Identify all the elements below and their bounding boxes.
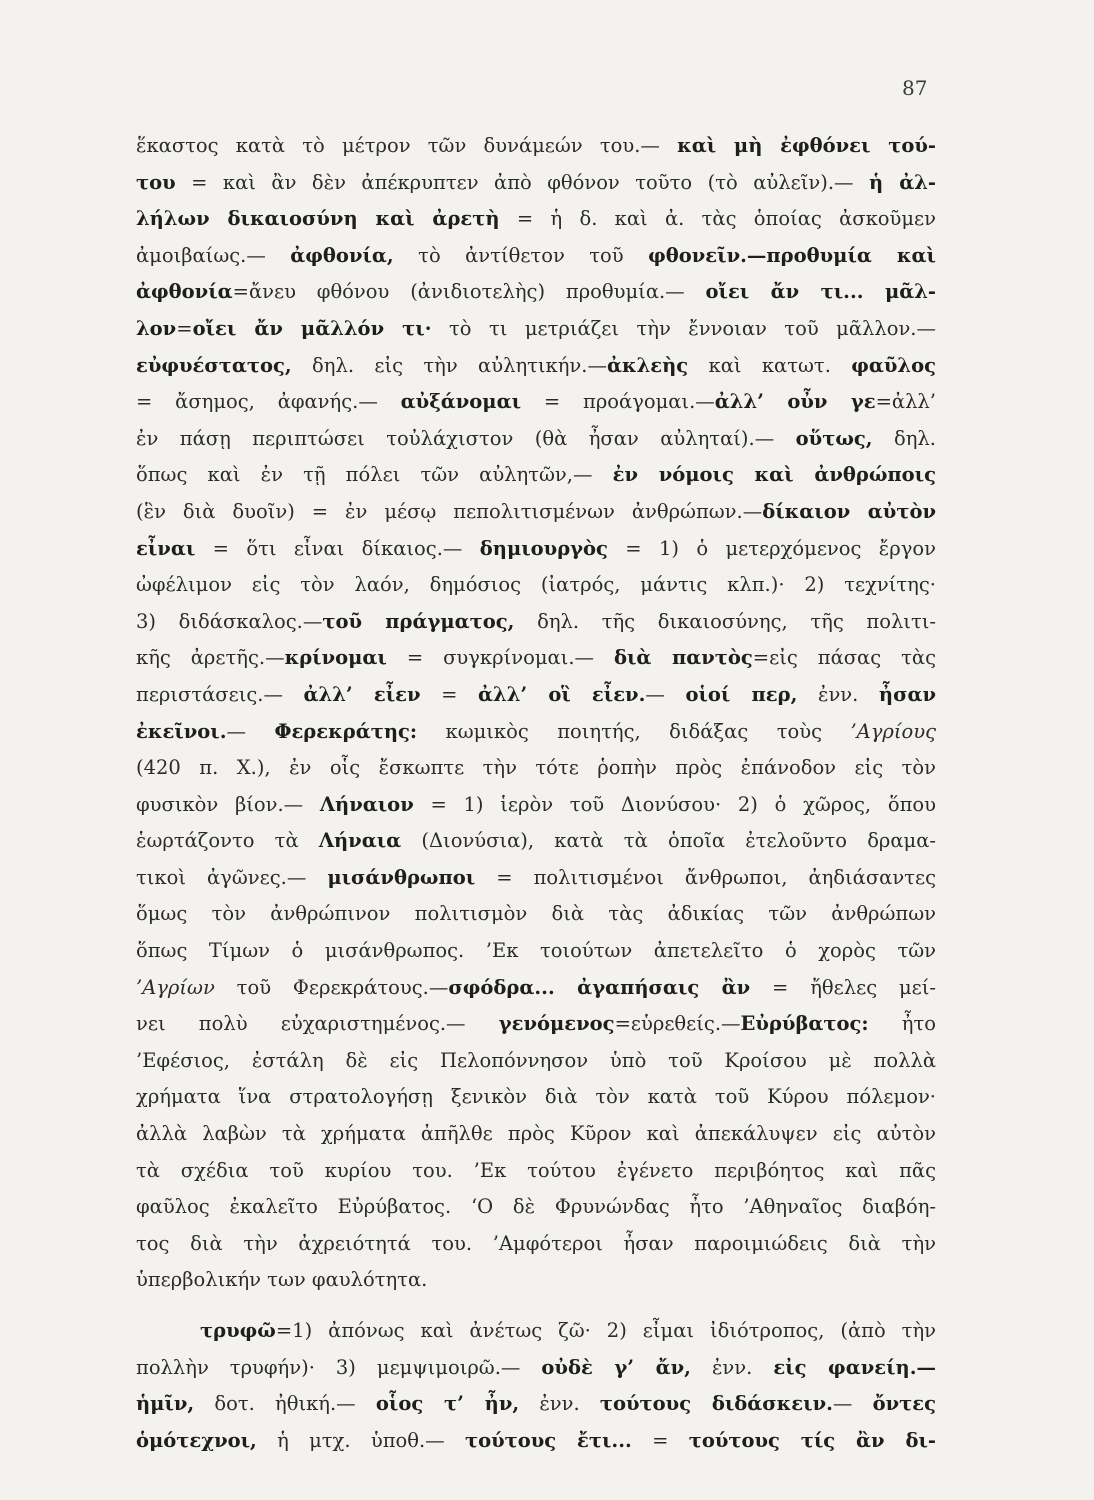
text-line [136, 274, 936, 311]
gloss-text: δοτ. ἠθική.— [194, 1392, 376, 1416]
gloss-text: δηλ. τῆς δικαιοσύνης, τῆς πολιτι- [514, 609, 936, 633]
gloss-text: = ἤθελες μεί- [750, 975, 936, 999]
gloss-text: καὶ κατωτ. [688, 353, 852, 377]
gloss-text: — [832, 1392, 873, 1416]
text-line [136, 238, 936, 275]
page-number: 87 [902, 76, 928, 100]
text-line [136, 970, 936, 1007]
text-line [136, 1386, 936, 1423]
text-line [136, 531, 936, 568]
lemma-term: οἱοί περ, [685, 682, 798, 706]
gloss-text: ἐνν. [690, 1355, 774, 1379]
text-line [136, 677, 936, 714]
gloss-text: ὠφέλιμον εἰς τὸν λαόν, δημόσιος (ἰατρός, μάντις κλπ.)· 2) τεχνίτης· [136, 573, 936, 597]
lemma-term: ἀφθονία, [290, 243, 394, 267]
lemma-term: Λήναιον [319, 792, 414, 816]
gloss-text: (Διονύσια), κατὰ τὰ ὁποῖα ἐτελοῦντο δραμα- [401, 829, 936, 853]
gloss-text: = 1) ὁ μετερχόμενος ἔργον [607, 536, 936, 560]
gloss-text: = [176, 316, 193, 340]
lemma-term: ἡμῖν, [136, 1392, 195, 1416]
lemma-term: δίκαιον αὐτὸν [762, 499, 936, 523]
lemma-term: τοῦ πράγματος, [322, 609, 515, 633]
lemma-term: λήλων δικαιοσύνη καὶ ἀρετὴ [136, 207, 500, 231]
lemma-term: τούτους διδάσκειν. [599, 1392, 833, 1416]
gloss-text: ἐνν. [519, 1392, 600, 1416]
gloss-text: = καὶ ἂν δὲν ἀπέκρυπτεν ἀπὸ φθόνον τοῦτο (τὸ αὐλεῖν).— [175, 170, 869, 194]
gloss-text: ἡ μτχ. ὑποθ.— [256, 1428, 465, 1452]
lemma-term: διὰ παντὸς [613, 646, 753, 670]
gloss-text: τὸ τι μετριάζει τὴν ἔννοιαν τοῦ μᾶλλον.— [431, 316, 936, 340]
lemma-term: ἦσαν [878, 682, 936, 706]
text-line [136, 1116, 936, 1153]
text-line [136, 128, 936, 165]
gloss-text: = πολιτισμένοι ἄνθρωποι, ἀηδιάσαντες [475, 865, 936, 889]
gloss-text: δηλ. εἰς τὴν αὐλητικήν.— [291, 353, 607, 377]
text-line [136, 1189, 936, 1226]
gloss-text: κωμικὸς ποιητής, διδάξας τοὺς [417, 719, 851, 743]
lemma-term: ἐκεῖνοι. [136, 719, 227, 743]
gloss-text: ἕκαστος κατὰ τὸ μέτρον τῶν δυνάμεών του.— [136, 134, 678, 157]
lemma-term: τούτους τίς ἂν δι- [688, 1428, 936, 1452]
gloss-text: =εἰς πάσας τὰς [752, 646, 936, 670]
gloss-text: (420 π. Χ.), ἐν οἷς ἔσκωπτε τὴν τότε ῥοπὴν πρὸς ἐπάνοδον εἰς τὸν [136, 756, 936, 780]
gloss-text: = προάγομαι.— [521, 390, 715, 414]
text-line [136, 384, 936, 421]
text-line [136, 348, 936, 385]
text-line [136, 1313, 936, 1350]
text-line [136, 494, 936, 531]
gloss-text: = [420, 682, 479, 706]
gloss-text: ἀμοιβαίως.— [136, 243, 291, 267]
lemma-term: δημιουργὸς [479, 536, 608, 560]
gloss-text: νει πολὺ εὐχαριστημένος.— [136, 1012, 499, 1036]
text-line [136, 311, 936, 348]
text-line [136, 457, 936, 494]
lemma-term: ἀλλ’ εἶεν [303, 682, 421, 706]
text-line [136, 1423, 936, 1460]
gloss-text: =ἄνευ φθόνου (ἀνιδιοτελὴς) προθυμία.— [232, 280, 706, 304]
lemma-term: ἀφθονία [136, 280, 233, 304]
text-line [136, 567, 936, 604]
lemma-term: γενόμενος [498, 1012, 615, 1036]
gloss-text: ἦτο [868, 1012, 936, 1036]
lemma-term: οἷος τ’ ἦν, [375, 1392, 520, 1416]
text-line [136, 714, 936, 751]
title-italic: ’Αγρίους [850, 719, 936, 743]
lemma-term: ὁμότεχνοι, [136, 1428, 257, 1452]
text-line [136, 860, 936, 897]
gloss-text: = ἄσημος, ἀφανής.— [136, 390, 401, 414]
gloss-text: χρήματα ἵνα στρατολογήσῃ ξενικὸν διὰ τὸν κατὰ τοῦ Κύρου πόλεμον· [136, 1085, 936, 1109]
gloss-text: τὸ ἀντίθετον τοῦ [393, 243, 649, 267]
lemma-term: ἀκλεὴς [606, 353, 689, 377]
gloss-text: 3) διδάσκαλος.— [136, 609, 323, 633]
lemma-term: τούτους ἔτι... [464, 1428, 632, 1452]
gloss-text: φαῦλος ἐκαλεῖτο Εὐρύβατος. ‘Ο δὲ Φρυνώνδας ἦτο ’Αθηναῖος διαβόη- [136, 1195, 936, 1219]
gloss-text: = ἡ δ. καὶ ἀ. τὰς ὁποίας ἀσκοῦμεν [499, 207, 936, 231]
gloss-text: ἐν πάσῃ περιπτώσει τοὐλάχιστον (θὰ ἦσαν αὐληταί).— [136, 426, 796, 450]
gloss-text: ὑπερβολικήν των φαυλότητα. [136, 1268, 428, 1292]
gloss-text: = [631, 1428, 689, 1452]
lemma-term: οὐδὲ γ’ ἄν, [541, 1355, 691, 1379]
lemma-term: μισάνθρωποι [327, 865, 476, 889]
lemma-term: εἰς φανείη.— [773, 1355, 936, 1379]
gloss-text: ὅπως Τίμων ὁ μισάνθρωπος. ’Εκ τοιούτων ἀπετελεῖτο ὁ χορὸς τῶν [136, 939, 936, 963]
lemma-term: Εὐρύβατος: [740, 1012, 869, 1036]
lemma-term: Φερεκράτης: [274, 719, 418, 743]
lemma-term: ἀλλ’ οἳ εἶεν. [478, 682, 646, 706]
gloss-text: — [226, 719, 275, 743]
text-line [136, 1350, 936, 1387]
gloss-text: ἀλλὰ λαβὼν τὰ χρήματα ἀπῆλθε πρὸς Κῦρον καὶ ἀπεκάλυψεν εἰς αὐτὸν [136, 1122, 936, 1146]
lemma-term: καὶ μὴ ἐφθόνει τού- [677, 134, 936, 157]
gloss-text: τὰ σχέδια τοῦ κυρίου του. ’Εκ τούτου ἐγένετο περιβόητος καὶ πᾶς [136, 1158, 936, 1182]
gloss-text: = ὅτι εἶναι δίκαιος.— [195, 536, 480, 560]
gloss-text: = συγκρίνομαι.— [386, 646, 614, 670]
lemma-term: του [136, 170, 176, 194]
text-line [136, 421, 936, 458]
text-line [136, 823, 936, 860]
text-line [136, 1153, 936, 1190]
lemma-term: σφόδρα... ἀγαπήσαις ἂν [448, 975, 751, 999]
gloss-text: τικοὶ ἀγῶνες.— [136, 865, 328, 889]
gloss-text: περιστάσεις.— [136, 682, 304, 706]
commentary-text [136, 128, 936, 1459]
lemma-term: κρίνομαι [284, 646, 387, 670]
lemma-term: οὕτως, [795, 426, 873, 450]
lemma-term: ὄντες [872, 1392, 936, 1416]
gloss-text: τοῦ Φερεκράτους.— [214, 975, 449, 999]
gloss-text: =1) ἀπόνως καὶ ἀνέτως ζῶ· 2) εἶμαι ἰδιότροπος, (ἀπὸ τὴν [275, 1319, 936, 1342]
lemma-term: ἡ ἀλ- [868, 170, 936, 194]
lemma-term: φθονεῖν.—προθυμία καὶ [648, 243, 936, 267]
lemma-term: εἶναι [136, 536, 196, 560]
gloss-text: πολλὴν τρυφήν)· 3) μεμψιμοιρῶ.— [136, 1355, 542, 1379]
text-line [136, 165, 936, 202]
text-line [136, 201, 936, 238]
text-line [136, 1079, 936, 1116]
text-line [136, 933, 936, 970]
text-line [136, 896, 936, 933]
gloss-text: ὅπως καὶ ἐν τῇ πόλει τῶν αὐλητῶν,— [136, 463, 613, 487]
text-line [136, 1043, 936, 1080]
gloss-text: κῆς ἀρετῆς.— [136, 646, 285, 670]
gloss-text: = 1) ἱερὸν τοῦ Διονύσου· 2) ὁ χῶρος, ὅπου [413, 792, 936, 816]
gloss-text: — [645, 682, 686, 706]
paragraph-gap [136, 1299, 936, 1313]
lemma-term: οἴει ἄν μᾶλλόν τι· [192, 316, 432, 340]
text-line [136, 1006, 936, 1043]
gloss-text: =εὑρεθείς.— [614, 1012, 741, 1036]
gloss-text: (ἓν διὰ δυοῖν) = ἐν μέσῳ πεπολιτισμένων ἀνθρώπων.— [136, 499, 763, 523]
lemma-term: φαῦλος [851, 353, 936, 377]
gloss-text: τος διὰ τὴν ἀχρειότητά του. ’Αμφότεροι ἦσαν παροιμιώδεις διὰ τὴν [136, 1231, 936, 1255]
lemma-term: τρυφῶ [200, 1319, 276, 1342]
text-line [136, 1226, 936, 1263]
gloss-text: ’Εφέσιος, ἐστάλη δὲ εἰς Πελοπόννησον ὑπὸ τοῦ Κροίσου μὲ πολλὰ [136, 1048, 936, 1072]
lemma-term: οἴει ἄν τι... μᾶλ- [705, 280, 936, 304]
lemma-term: Λήναια [318, 829, 402, 853]
gloss-text: δηλ. [872, 426, 936, 450]
gloss-text: ἐνν. [797, 682, 879, 706]
text-line [136, 1262, 936, 1299]
lemma-term: ἀλλ’ οὖν γε [714, 390, 876, 414]
lemma-term: αὐξάνομαι [400, 390, 522, 414]
gloss-text: =ἀλλ’ [875, 390, 936, 414]
text-line [136, 640, 936, 677]
gloss-text: ὅμως τὸν ἀνθρώπινον πολιτισμὸν διὰ τὰς ἀδικίας τῶν ἀνθρώπων [136, 902, 936, 926]
gloss-text: ἑωρτάζοντο τὰ [136, 829, 319, 853]
lemma-term: εὐφυέστατος, [136, 353, 292, 377]
text-line [136, 604, 936, 641]
text-line [136, 787, 936, 824]
gloss-text: φυσικὸν βίον.— [136, 792, 320, 816]
lemma-term: ἐν νόμοις καὶ ἀνθρώποις [612, 463, 936, 487]
text-line [136, 750, 936, 787]
title-italic: ’Αγρίων [136, 975, 215, 999]
lemma-term: λον [136, 316, 177, 340]
